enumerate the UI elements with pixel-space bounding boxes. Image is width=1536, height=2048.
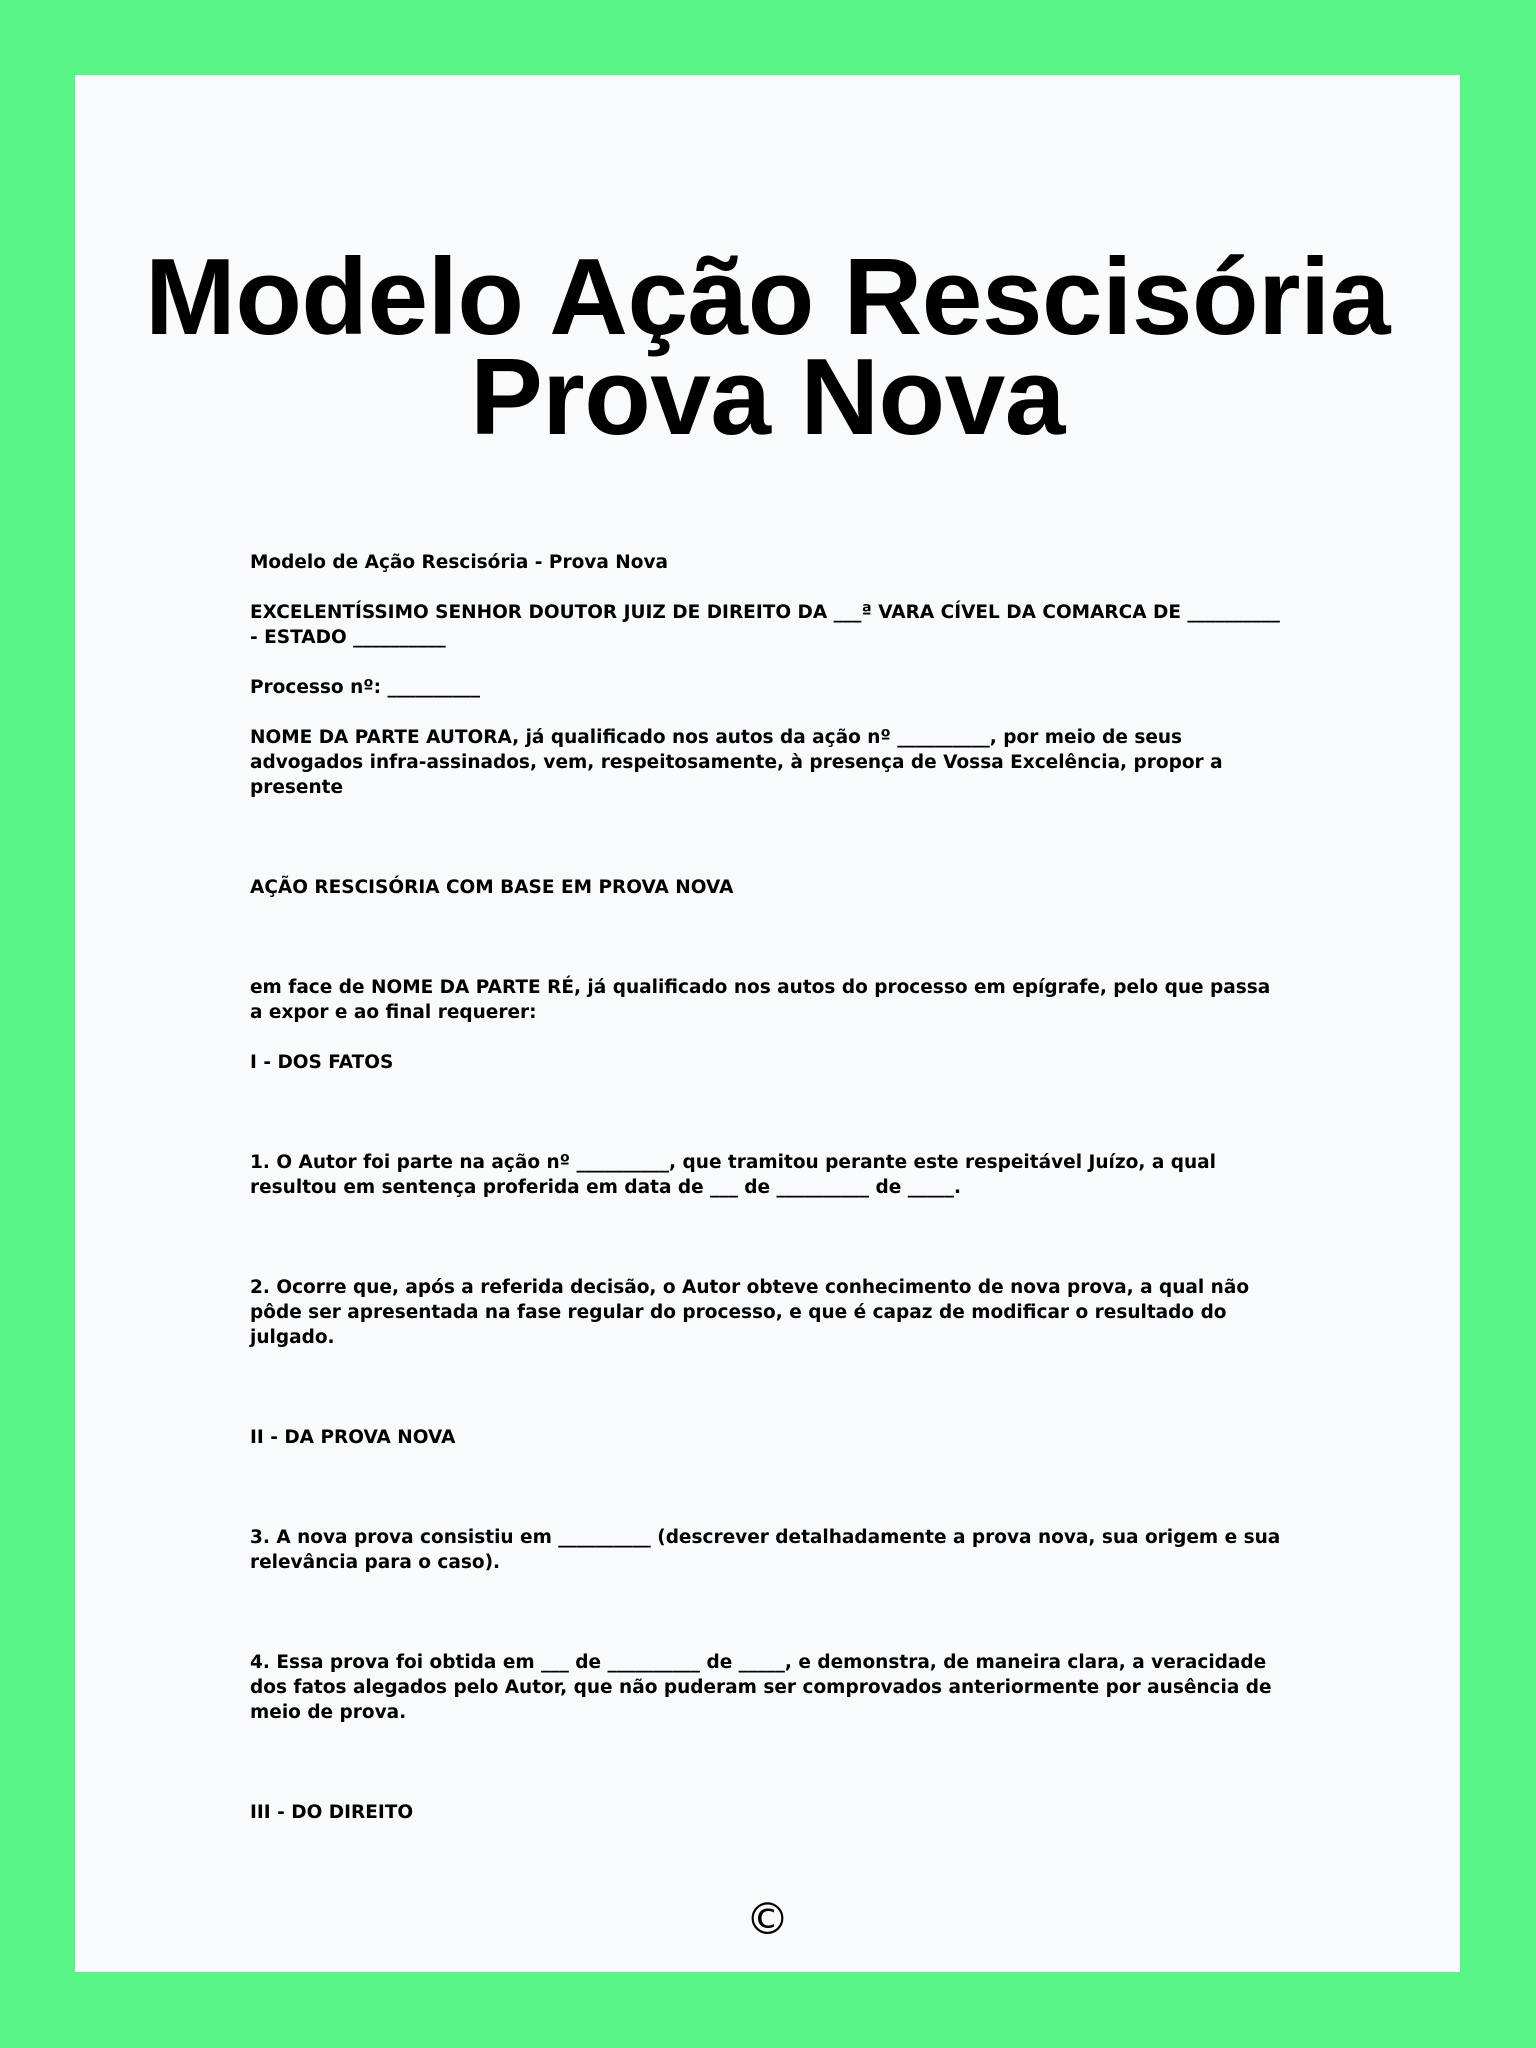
section-heading-facts: I - DOS FATOS [250, 1052, 394, 1073]
document-body [250, 550, 1285, 1825]
against-paragraph: em face de NOME DA PARTE RÉ, já qualificado nos autos do processo em epígrafe, pelo que passa a expor e ao final requerer: [250, 977, 1271, 1023]
item-1-paragraph: 1. O Autor foi parte na ação nº __________, que tramitou perante este respeitável Juízo, a qual resultou em sentença proferida em data de ___ de __________ de _____. [250, 1152, 1216, 1198]
item-3-paragraph: 3. A nova prova consistiu em __________ (descrever detalhadamente a prova nova, sua origem e sua relevância para o caso). [250, 1527, 1281, 1573]
page-title [75, 236, 1460, 458]
section-heading-law: III - DO DIREITO [250, 1802, 414, 1823]
section-heading-new-evidence: II - DA PROVA NOVA [250, 1427, 456, 1448]
copyright-icon: © [745, 1894, 790, 1945]
page-title-line-2: Prova Nova [470, 336, 1065, 458]
intro-paragraph: NOME DA PARTE AUTORA, já qualificado nos autos da ação nº __________, por meio de seus advogados infra-assinados, vem, respeitosamente, à presença de Vossa Excelência, propor a presente [250, 727, 1223, 798]
addressee-paragraph: EXCELENTÍSSIMO SENHOR DOUTOR JUIZ DE DIREITO DA ___ª VARA CÍVEL DA COMARCA DE __________ - ESTADO __________ [250, 602, 1280, 648]
page-title-line-1: Modelo Ação Rescisória [145, 236, 1390, 358]
process-number: Processo nº: __________ [250, 677, 481, 698]
action-title: AÇÃO RESCISÓRIA COM BASE EM PROVA NOVA [250, 877, 734, 898]
item-2-paragraph: 2. Ocorre que, após a referida decisão, o Autor obteve conhecimento de nova prova, a qual não pôde ser apresentada na fase regular do processo, e que é capaz de modificar o resultado do julgado. [250, 1277, 1250, 1348]
item-4-paragraph: 4. Essa prova foi obtida em ___ de __________ de _____, e demonstra, de maneira clara, a veracidade dos fatos alegados pelo Autor, que não puderam ser comprovados anteriormente por ausência de meio de prova. [250, 1652, 1272, 1723]
document-heading: Modelo de Ação Rescisória - Prova Nova [250, 552, 669, 573]
document-page [75, 75, 1460, 1972]
